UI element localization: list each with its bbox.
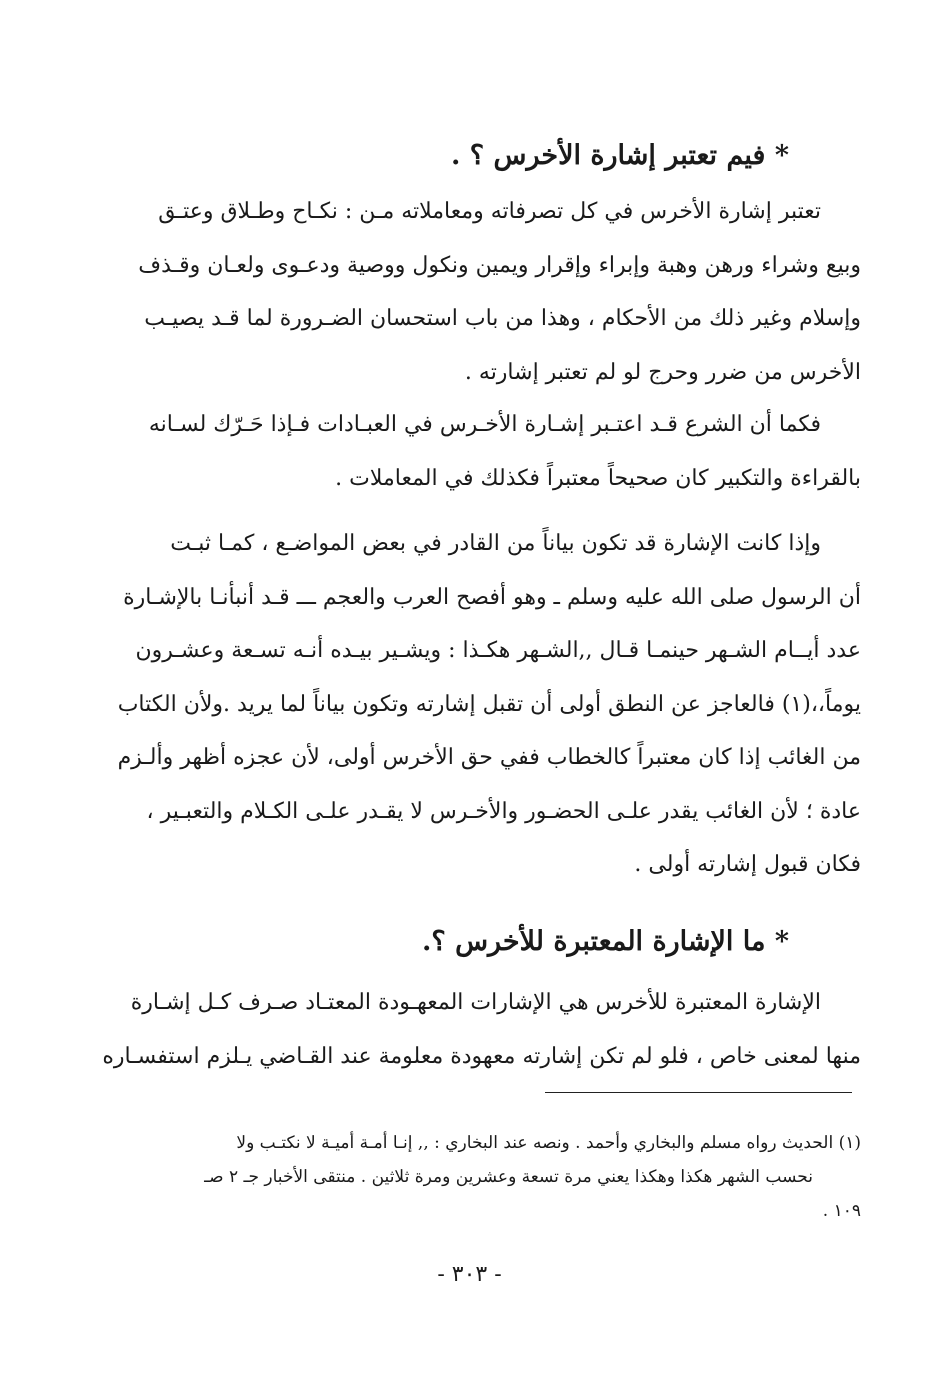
section-heading: * ما الإشارة المعتبرة للأخرس ؟. [421,926,789,957]
text-line: فكان قبول إشارته أولى . [634,852,861,877]
footnote-line: نحسب الشهر هكذا وهكذا يعني مرة تسعة وعشرين ومرة ثلاثين . منتقى الأخبار جـ ٢ صـ [204,1167,813,1187]
text-line: بالقراءة والتكبير كان صحيحاً معتبراً فكذلك في المعاملات . [335,465,861,491]
text-line: وبيع وشراء ورهن وهبة وإبراء وإقرار ويمين ونكول ووصية ودعـوى ولعـان وقـذف [138,252,861,278]
text-line: يوماً،،(١) فالعاجز عن النطق أولى أن تقبل إشارته وتكون بياناً لما يريد .ولأن الكتاب [117,691,861,717]
text-line: وإذا كانت الإشارة قد تكون بياناً من القادر في بعض المواضـع ، كمـا ثبـت [170,531,821,556]
text-line: عادة ؛ لأن الغائب يقدر علـى الحضـور والأخـرس لا يقـدر علـى الكـلام والتعبـير ، [146,798,861,824]
paragraph [79,398,861,505]
text-line: فكما أن الشرع قـد اعتـبر إشـارة الأخـرس في العبـادات فـإذا حَـرّك لسـانه [148,412,821,437]
footnote-separator [545,1092,852,1093]
text-line: الأخرس من ضرر وحرج لو لم تعتبر إشارته . [464,359,861,385]
footnote-line: (١) الحديث رواه مسلم والبخاري وأحمد . ونصه عند البخاري : ,, إنـا أمـة أميـة لا نكتـب ولا [236,1133,861,1153]
footnote [79,1126,861,1228]
text-line: عدد أيــام الشـهر حينمـا قـال ,,الشـهر هكـذا : ويشـير بيـده أنـه تسـعة وعشـرون [135,638,861,663]
text-line: أن الرسول صلى الله عليه وسلم ـ وهو أفصح العرب والعجم ـــ قـد أنبأنـا بالإشـارة [123,584,861,610]
text-line: وإسلام وغير ذلك من الأحكام ، وهذا من باب استحسان الضـرورة لما قـد يصيـب [144,306,861,331]
text-line: من الغائب إذا كان معتبراً كالخطاب ففي حق الأخرس أولى، لأن عجزه أظهر وألـزم [117,745,861,770]
paragraph [79,185,861,399]
footnote-line: ١٠٩ . [822,1201,861,1221]
text-line: الإشارة المعتبرة للأخرس هي الإشارات المعهـودة المعتـاد صـرف كـل إشـارة [130,990,821,1015]
section-heading: * فيم تعتبر إشارة الأخرس ؟ . [451,140,789,171]
paragraph [79,517,861,892]
text-line: تعتبر إشارة الأخرس في كل تصرفاته ومعاملاته مـن : نكـاح وطـلاق وعتـق [158,199,821,224]
page-number: - ٣٠٣ - [437,1262,502,1287]
paragraph [79,976,861,1083]
text-line: منها لمعنى خاص ، فلو لم تكن إشارته معهودة معلومة عند القـاضي يـلزم استفسـاره [102,1043,861,1069]
